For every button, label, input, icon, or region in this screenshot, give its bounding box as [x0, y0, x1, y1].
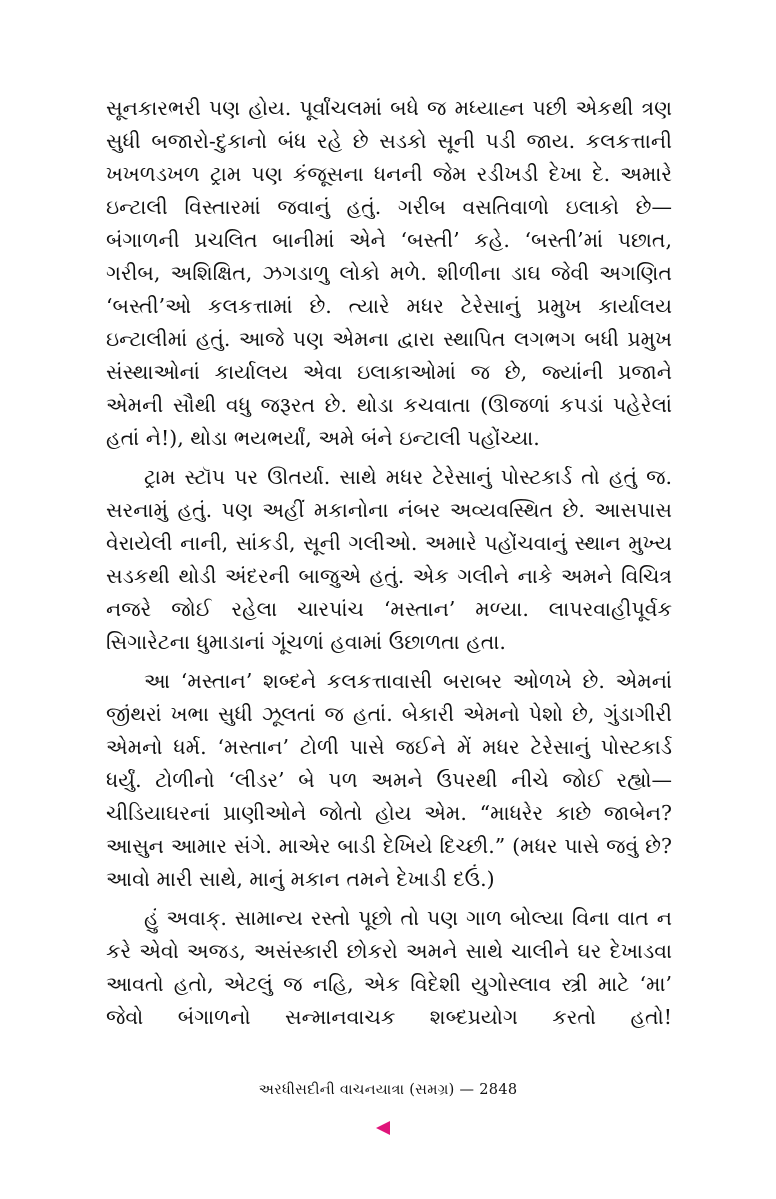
page-footer — [0, 1080, 776, 1100]
page-body — [106, 92, 672, 1040]
paragraph-4: હું અવાક્. સામાન્ય રસ્તો પૂછો તો પણ ગાળ બોલ્યા વિના વાત ન કરે એવો અજડ, અસંસ્કારી છોકરો અમને સાથે ચાલીને ઘર દેખાડવા આવતો હતો, એટલું જ નહિ, એક વિદેશી યુગોસ્લાવ સ્ત્રી માટે ‘મા’ જેવો બંગાળનો સન્માનવાચક શબ્દપ્રયોગ કરતો હતો! — [106, 906, 672, 1029]
previous-page-button[interactable] — [374, 1118, 392, 1138]
footer-separator: — — [459, 1082, 475, 1098]
paragraph-2: ટ્રામ સ્ટૉપ પર ઊતર્યા. સાથે મધર ટેરેસાનું પોસ્ટકાર્ડ તો હતું જ. સરનામું હતું. પણ અહીં મકાનોના નંબર અવ્યવસ્થિત છે. આસપાસ વેરાયેલી નાની, સાંકડી, સૂની ગલીઓ. અમારે પહોંચવાનું સ્થાન મુખ્ય સડકથી થોડી અંદરની બાજુએ હતું. એક ગલીને નાકે અમને વિચિત્ર નજરે જોઈ રહેલા ચારપાંચ ‘મસ્તાન’ મળ્યા. લાપરવાહીપૂર્વક સિગારેટના ધુમાડાનાં ગૂંચળાં હવામાં ઉછાળતા હતા. — [106, 465, 672, 654]
paragraph-3: આ ‘મસ્તાન’ શબ્દને કલકત્તાવાસી બરાબર ઓળખે છે. એમનાં જીંથરાં ખભા સુધી ઝૂલતાં જ હતાં. બેકારી એમનો પેશો છે, ગુંડાગીરી એમનો ધર્મ. ‘મસ્તાન’ ટોળી પાસે જઈને મેં મધર ટેરેસાનું પોસ્ટકાર્ડ ધર્યું. ટોળીનો ‘લીડર’ બે પળ અમને ઉપરથી નીચે જોઈ રહ્યો—ચીડિયાઘરનાં પ્રાણીઓને જોતો હોય એમ. “માધરેર કાછે જાબેન? આસુન આમાર સંગે. માએર બાડી દેખિયે દિચ્છી.” (મધર પાસે જવું છે? આવો મારી સાથે, માનું મકાન તમને દેખાડી દઉં.) — [106, 669, 672, 891]
footer-page-number: 2848 — [479, 1082, 518, 1098]
paragraph-1: સૂનકારભરી પણ હોય. પૂર્વાંચલમાં બધે જ મધ્યાહ્ન પછી એકથી ત્રણ સુધી બજારો-દુકાનો બંધ રહે છે સડકો સૂની પડી જાય. કલકત્તાની ખખળડખળ ટ્રામ પણ કંજૂસના ધનની જેમ રડીખડી દેખા દે. અમારે ઇન્ટાલી વિસ્તારમાં જવાનું હતું. ગરીબ વસતિવાળો ઇલાકો છે—બંગાળની પ્રચલિત બાનીમાં એને ‘બસ્તી’ કહે. ‘બસ્તી’માં પછાત, ગરીબ, અશિક્ષિત, ઝગડાળુ લોકો મળે. શીળીના ડાઘ જેવી અગણિત ‘બસ્તી’ઓ કલકત્તામાં છે. ત્યારે મધર ટેરેસાનું પ્રમુખ કાર્યાલય ઇન્ટાલીમાં હતું. આજે પણ એમના દ્વારા સ્થાપિત લગભગ બધી પ્રમુખ સંસ્થાઓનાં કાર્યાલય એવા ઇલાકાઓમાં જ છે, જ્યાંની પ્રજાને એમની સૌથી વધુ જરૂરત છે. થોડા કચવાતા (ઊજળાં કપડાં પહેરેલાં હતાં ને!), થોડા ભયભર્યાં, અમે બંને ઇન્ટાલી પહોંચ્યા. — [106, 96, 672, 450]
footer-book-title: અરધીસદીની વાચનયાત્રા (સમગ્ર) — [258, 1082, 455, 1098]
triangle-left-icon — [374, 1118, 392, 1138]
